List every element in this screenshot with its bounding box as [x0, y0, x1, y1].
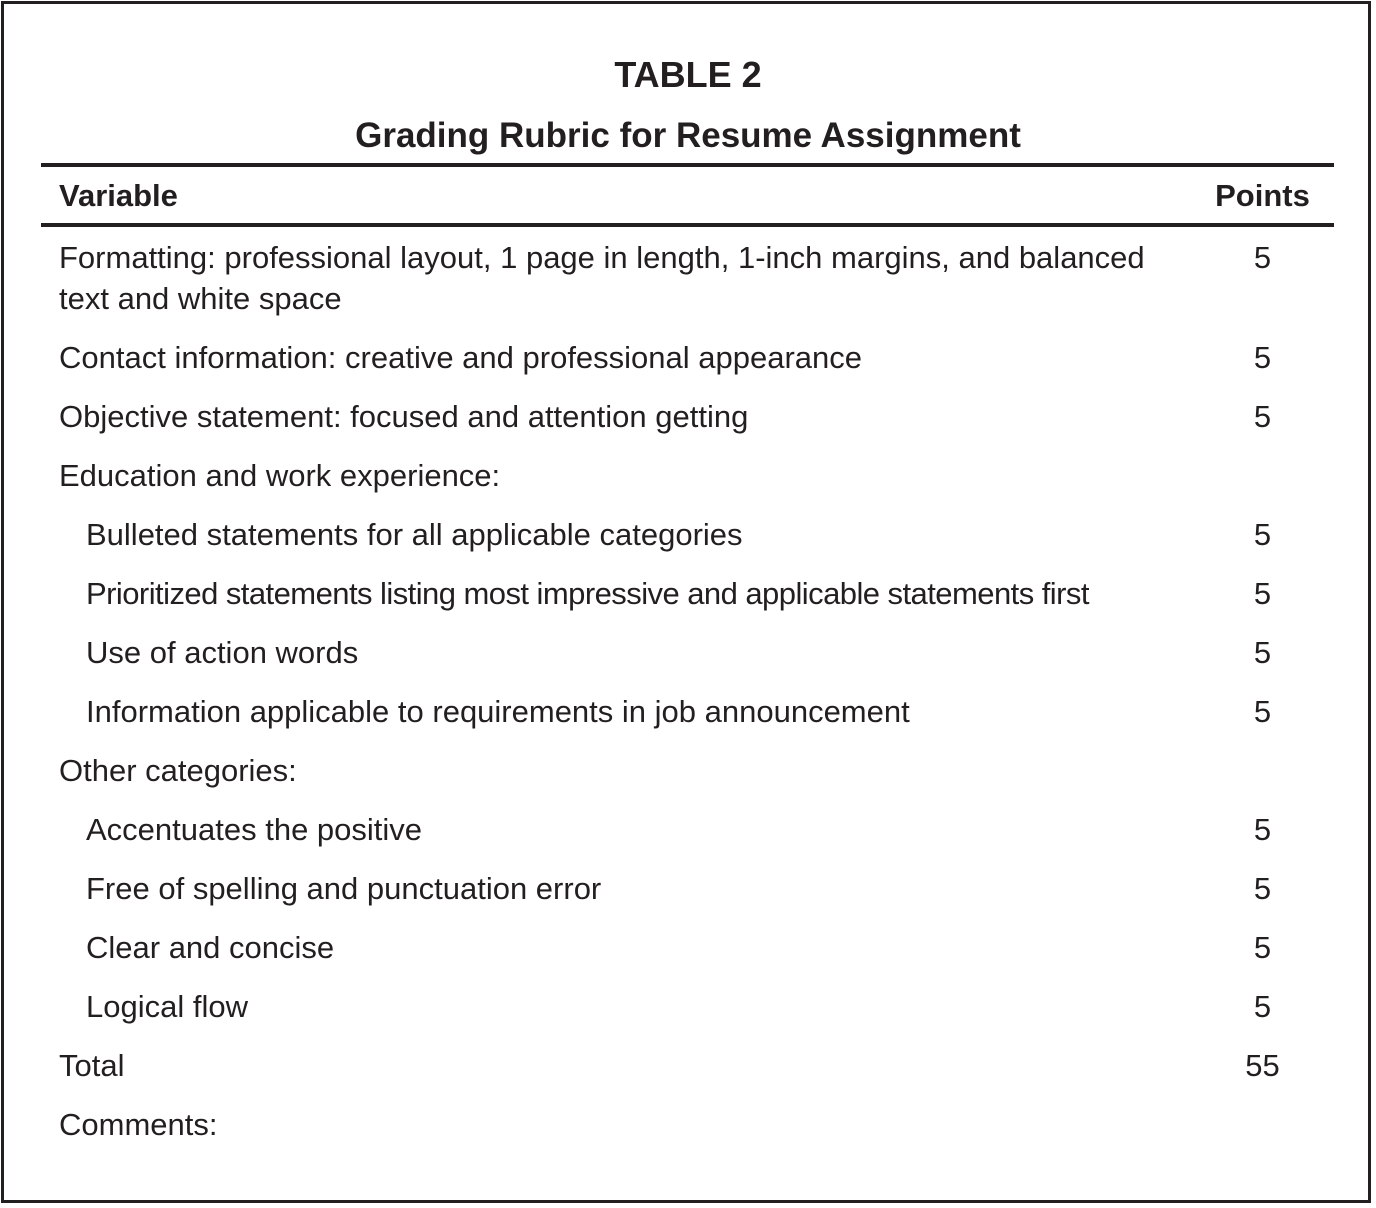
- row-variable: Objective statement: focused and attention getting: [59, 399, 749, 434]
- table-body: [59, 237, 1321, 1163]
- table-row-total: [59, 1045, 1321, 1086]
- header-rule: [41, 223, 1334, 227]
- table-title: Grading Rubric for Resume Assignment: [355, 116, 1021, 155]
- table-row-section-heading: [59, 750, 1321, 791]
- row-points: 5: [1253, 694, 1272, 729]
- row-points: 5: [1253, 930, 1272, 965]
- table-label: TABLE 2: [614, 54, 762, 95]
- table-row: [59, 691, 1321, 732]
- row-points: 5: [1253, 871, 1272, 906]
- row-variable: Information applicable to requirements in job announcement: [86, 694, 910, 729]
- table-row: [59, 986, 1321, 1027]
- row-variable: Logical flow: [86, 989, 248, 1024]
- row-variable: Bulleted statements for all applicable categories: [86, 517, 743, 552]
- row-variable: Formatting: professional layout, 1 page in length, 1-inch margins, and balanced text and white space: [59, 240, 1145, 316]
- table-row: [59, 337, 1321, 378]
- row-points: 5: [1253, 989, 1272, 1024]
- row-points: 5: [1253, 812, 1272, 847]
- column-header-points: Points: [1215, 178, 1310, 213]
- row-variable: Education and work experience:: [59, 458, 501, 493]
- row-points: 5: [1253, 576, 1272, 611]
- row-variable: Free of spelling and punctuation error: [86, 871, 602, 906]
- table-row: [59, 573, 1321, 614]
- row-points: 5: [1253, 240, 1272, 275]
- table-row: [59, 396, 1321, 437]
- table-row: [59, 237, 1321, 319]
- row-points: 5: [1253, 399, 1272, 434]
- row-variable: Use of action words: [86, 635, 359, 670]
- table-row: [59, 632, 1321, 673]
- row-variable: Prioritized statements listing most impressive and applicable statements first: [86, 576, 1089, 611]
- row-points: 5: [1253, 635, 1272, 670]
- row-variable: Accentuates the positive: [86, 812, 423, 847]
- row-variable: Comments:: [59, 1107, 218, 1142]
- row-points: 5: [1253, 340, 1272, 375]
- row-points: 55: [1245, 1048, 1280, 1083]
- table-row-section-heading: [59, 455, 1321, 496]
- row-points: 5: [1253, 517, 1272, 552]
- table-row-comments: [59, 1104, 1321, 1145]
- table-row: [59, 809, 1321, 850]
- row-variable: Clear and concise: [86, 930, 335, 965]
- row-variable: Contact information: creative and professional appearance: [59, 340, 863, 375]
- table-row: [59, 927, 1321, 968]
- top-rule: [41, 163, 1334, 167]
- column-header-variable: Variable: [59, 178, 178, 213]
- table-row: [59, 514, 1321, 555]
- row-variable: Other categories:: [59, 753, 297, 788]
- row-variable: Total: [59, 1048, 125, 1083]
- table-row: [59, 868, 1321, 909]
